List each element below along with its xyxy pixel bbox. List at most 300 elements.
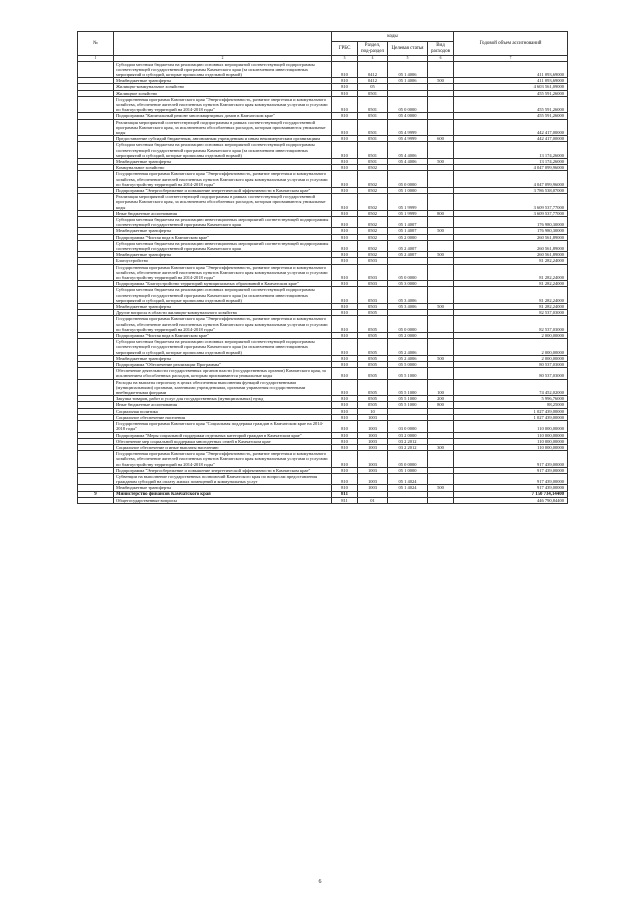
row-name: Межбюджетные трансферты	[114, 78, 332, 84]
row-amount: 82 537,03000	[454, 316, 568, 333]
row-grbs: 810	[332, 264, 358, 281]
table-row	[78, 451, 568, 468]
row-amount: 110 000,00000	[454, 438, 568, 444]
table-row	[78, 339, 568, 356]
row-name: Обеспечение мер социальной поддержки многодетных семей в Камчатском крае	[114, 438, 332, 444]
row-name: Подпрограмма "Энергосбережение и повышение энергетической эффективности в Камчатском крае"	[114, 467, 332, 473]
row-target-article: 05 1 9999	[388, 194, 428, 211]
row-target-article: 05 4 4006	[388, 142, 428, 159]
row-grbs: 810	[332, 234, 358, 240]
row-grbs: 810	[332, 78, 358, 84]
row-target-article: 05 4 0000	[388, 113, 428, 119]
row-expense-type	[428, 264, 454, 281]
row-target-article: 03 2 2012	[388, 438, 428, 444]
row-expense-type	[428, 287, 454, 304]
row-target-article: 05 0 0000	[388, 451, 428, 468]
row-razdel: 1003	[358, 438, 388, 444]
row-grbs: 810	[332, 402, 358, 408]
row-grbs: 810	[332, 210, 358, 216]
row-name: Социальная политика	[114, 408, 332, 414]
table-row	[78, 379, 568, 396]
row-expense-type	[428, 171, 454, 188]
table-row	[78, 171, 568, 188]
row-number	[78, 316, 114, 333]
row-amount: 917 439,00000	[454, 485, 568, 491]
row-amount: 2 000,00000	[454, 355, 568, 361]
row-target-article: 05 1 4006	[388, 78, 428, 84]
row-name: Подпрограмма "Энергосбережение и повышение энергетической эффективности в Камчатском крае"	[114, 187, 332, 193]
row-amount: 455 591,26000	[454, 96, 568, 113]
row-name: Субсидии местным бюджетам на реализацию основных мероприятий соответствующей подпрограммы соответствующей государственной программы Камчатского края (за исключением инвестиционных мероприятий и субсидий, которые прописаны отдельной нормой)	[114, 339, 332, 356]
row-expense-type	[428, 119, 454, 136]
row-name: Подпрограмма "Благоустройство территорий муниципальных образований в Камчатском крае"	[114, 281, 332, 287]
row-expense-type: 100	[428, 379, 454, 396]
row-amount: 455 591,26000	[454, 90, 568, 96]
row-grbs: 810	[332, 339, 358, 356]
row-name: Государственная программа Камчатского края "Энергоэффективность, развитие энергетики и коммунального хозяйства, обеспечение жителей населенных пунктов Камчатского края коммунальными услугами и услугами по благоустройству территорий на 2014-2018 годы"	[114, 96, 332, 113]
row-amount: 2 000,00000	[454, 333, 568, 339]
row-grbs: 810	[332, 187, 358, 193]
row-amount: 3 609 537,77000	[454, 194, 568, 211]
row-name: Расходы на выплаты персоналу в целях обеспечения выполнения функций государственными (муниципальными) органами, казенными учреждениями, органами управления государственными внебюджетными фондами	[114, 379, 332, 396]
row-number	[78, 119, 114, 136]
row-expense-type: 600	[428, 136, 454, 142]
table-row	[78, 316, 568, 333]
row-name: Субсидии местным бюджетам на реализацию инвестиционных мероприятий соответствующей подпрограммы соответствующей государственной программы Камчатского края	[114, 216, 332, 227]
row-target-article: 05 5 1000	[388, 396, 428, 402]
row-amount: 917 439,00000	[454, 467, 568, 473]
row-amount: 3 786 538,07000	[454, 187, 568, 193]
row-razdel: 0503	[358, 287, 388, 304]
row-amount: 81 282,24000	[454, 304, 568, 310]
row-expense-type	[428, 368, 454, 379]
row-razdel: 0502	[358, 165, 388, 171]
table-row	[78, 194, 568, 211]
row-razdel: 0501	[358, 96, 388, 113]
row-name: Межбюджетные трансферты	[114, 355, 332, 361]
row-razdel: 1003	[358, 485, 388, 491]
row-target-article: 05 0 0000	[388, 96, 428, 113]
table-row	[78, 473, 568, 484]
row-number	[78, 339, 114, 356]
row-grbs: 810	[332, 165, 358, 171]
header-vid: Вид расходов	[428, 42, 454, 56]
row-name: Коммунальное хозяйство	[114, 165, 332, 171]
column-number: 4	[358, 56, 388, 62]
row-razdel: 0502	[358, 228, 388, 234]
row-number	[78, 240, 114, 251]
row-amount: 4 047 099,96000	[454, 165, 568, 171]
row-amount: 82 537,03000	[454, 310, 568, 316]
row-grbs: 810	[332, 362, 358, 368]
row-target-article: 05 4 9999	[388, 119, 428, 136]
row-target-article: 05 1 4024	[388, 485, 428, 491]
row-grbs: 810	[332, 485, 358, 491]
row-amount: 260 561,89000	[454, 234, 568, 240]
row-amount: 2 000,00000	[454, 339, 568, 356]
table-header-row	[78, 32, 568, 42]
row-name: Государственная программа Камчатского края "Социальная поддержка граждан в Камчатском крае на 2014-2018 годы"	[114, 421, 332, 432]
column-number: 2	[114, 56, 332, 62]
header-codes-group: коды	[332, 32, 454, 42]
row-grbs: 810	[332, 158, 358, 164]
row-razdel: 0503	[358, 264, 388, 281]
row-number	[78, 142, 114, 159]
row-grbs: 810	[332, 240, 358, 251]
row-target-article: 03 2 2012	[388, 444, 428, 450]
row-razdel: 0502	[358, 252, 388, 258]
row-amount: 110 000,00000	[454, 444, 568, 450]
table-row	[78, 421, 568, 432]
row-amount: 260 561,89000	[454, 240, 568, 251]
row-target-article: 05 2 0000	[388, 333, 428, 339]
row-razdel: 0505	[358, 402, 388, 408]
row-number	[78, 421, 114, 432]
row-expense-type	[428, 451, 454, 468]
row-grbs: 810	[332, 432, 358, 438]
row-amount: 442 417,00000	[454, 119, 568, 136]
row-name: Жилищно-коммунальное хозяйство	[114, 84, 332, 90]
row-target-article: 05 2 4006	[388, 339, 428, 356]
row-amount: 1 027 439,00000	[454, 408, 568, 414]
row-amount: 13 174,26000	[454, 142, 568, 159]
row-amount: 176 980,30000	[454, 216, 568, 227]
row-expense-type: 200	[428, 396, 454, 402]
row-number	[78, 171, 114, 188]
row-name: Реализация мероприятий соответствующей подпрограммы в рамках соответствующей государственной программы Камчатского края, за исключением обособленных расходов, которым присваиваются уникальные коды	[114, 194, 332, 211]
row-grbs: 810	[332, 281, 358, 287]
row-expense-type	[428, 497, 454, 503]
table-row	[78, 61, 568, 78]
row-target-article: 05 1 4007	[388, 228, 428, 234]
row-razdel: 0501	[358, 113, 388, 119]
row-grbs: 810	[332, 228, 358, 234]
row-name: Межбюджетные трансферты	[114, 158, 332, 164]
row-expense-type: 500	[428, 158, 454, 164]
row-target-article: 05 1 9999	[388, 210, 428, 216]
table-row	[78, 240, 568, 251]
row-grbs: 810	[332, 258, 358, 264]
header-name	[114, 32, 332, 56]
row-razdel: 1003	[358, 473, 388, 484]
row-amount: 446 790,84400	[454, 497, 568, 503]
row-razdel: 0501	[358, 136, 388, 142]
row-grbs: 810	[332, 408, 358, 414]
budget-sheet	[77, 31, 567, 504]
row-razdel: 1003	[358, 467, 388, 473]
row-razdel: 05	[358, 84, 388, 90]
row-razdel: 1003	[358, 432, 388, 438]
row-expense-type	[428, 194, 454, 211]
row-name: Министерство финансов Камчатского края	[114, 491, 332, 497]
row-name: Реализация мероприятий соответствующей подпрограммы в рамках соответствующей государственной программы Камчатского края, за исключением обособленных расходов, которым присваиваются уникальные коды	[114, 119, 332, 136]
row-amount: 81 282,24000	[454, 287, 568, 304]
row-expense-type: 800	[428, 210, 454, 216]
row-amount: 110 000,00000	[454, 432, 568, 438]
row-amount: 176 980,30000	[454, 228, 568, 234]
row-target-article: 05 1 4007	[388, 216, 428, 227]
row-name: Межбюджетные трансферты	[114, 485, 332, 491]
row-amount: 917 439,00000	[454, 451, 568, 468]
header-amount: Годовой объем ассигнований	[454, 32, 568, 56]
row-target-article: 03 2 0000	[388, 432, 428, 438]
row-razdel: 0412	[358, 78, 388, 84]
row-number	[78, 264, 114, 281]
row-number	[78, 451, 114, 468]
row-amount: 5 996,76000	[454, 396, 568, 402]
row-number	[78, 287, 114, 304]
row-target-article	[388, 497, 428, 503]
row-expense-type: 500	[428, 485, 454, 491]
row-amount: 411 093,69000	[454, 78, 568, 84]
row-target-article: 05 2 4007	[388, 252, 428, 258]
row-target-article: 05 5 0000	[388, 362, 428, 368]
row-expense-type	[428, 142, 454, 159]
row-amount: 81 282,24000	[454, 281, 568, 287]
row-grbs: 810	[332, 287, 358, 304]
row-name: Межбюджетные трансферты	[114, 228, 332, 234]
row-target-article: 05 0 0000	[388, 316, 428, 333]
row-target-article: 05 1 4006	[388, 61, 428, 78]
row-razdel: 0501	[358, 142, 388, 159]
row-amount: 455 591,26000	[454, 113, 568, 119]
row-amount: 81 282,24000	[454, 264, 568, 281]
row-razdel: 0505	[358, 333, 388, 339]
row-grbs: 810	[332, 171, 358, 188]
row-target-article: 05 5 1000	[388, 379, 428, 396]
row-name: Субсидии местным бюджетам на реализацию основных мероприятий соответствующей подпрограммы соответствующей государственной программы Камчатского края (за исключением инвестиционных мероприятий и субсидий, которые прописаны отдельной нормой)	[114, 61, 332, 78]
row-amount: 4 603 561,09000	[454, 84, 568, 90]
row-razdel: 0502	[358, 240, 388, 251]
row-razdel: 0505	[358, 362, 388, 368]
row-razdel: 1003	[358, 421, 388, 432]
row-amount: 80 537,03000	[454, 368, 568, 379]
row-name: Государственная программа Камчатского края "Энергоэффективность, развитие энергетики и коммунального хозяйства, обеспечение жителей населенных пунктов Камчатского края коммунальными услугами и услугами по благоустройству территорий на 2014-2018 годы"	[114, 171, 332, 188]
row-name: Обеспечение деятельности государственных органов власти (государственных органов) Камчатского края, за исключением обособленных расходов, которым присваиваются уникальные коды	[114, 368, 332, 379]
row-number	[78, 96, 114, 113]
row-razdel: 0505	[358, 368, 388, 379]
row-razdel: 10	[358, 408, 388, 414]
row-name: Предоставление субсидий бюджетным, автономным учреждениям и иным некоммерческим организациям	[114, 136, 332, 142]
row-name: Межбюджетные трансферты	[114, 304, 332, 310]
row-name: Подпрограмма "Капитальный ремонт многоквартирных домов в Камчатском крае"	[114, 113, 332, 119]
row-grbs: 810	[332, 252, 358, 258]
row-target-article: 05 1 4024	[388, 473, 428, 484]
row-grbs: 810	[332, 61, 358, 78]
row-razdel: 01	[358, 497, 388, 503]
row-razdel: 0503	[358, 304, 388, 310]
row-name: Закупка товаров, работ и услуг для государственных (муниципальных) нужд	[114, 396, 332, 402]
row-number	[78, 216, 114, 227]
row-razdel: 0505	[358, 339, 388, 356]
row-razdel: 1003	[358, 414, 388, 420]
row-razdel: 0502	[358, 210, 388, 216]
row-target-article: 05 4 4006	[388, 158, 428, 164]
row-grbs: 810	[332, 444, 358, 450]
row-grbs: 810	[332, 438, 358, 444]
row-number	[78, 61, 114, 78]
table-row	[78, 368, 568, 379]
header-razdel: Раздел, под-раздел	[358, 42, 388, 56]
row-razdel: 0501	[358, 119, 388, 136]
row-expense-type	[428, 339, 454, 356]
row-expense-type: 500	[428, 228, 454, 234]
row-expense-type	[428, 473, 454, 484]
row-name: Субвенции на выполнение государственных полномочий Камчатского края по вопросам предоставления гражданам субсидий на оплату жилых помещений и коммунальных услуг	[114, 473, 332, 484]
table-row	[78, 497, 568, 503]
row-grbs: 810	[332, 421, 358, 432]
table-row	[78, 287, 568, 304]
row-expense-type	[428, 421, 454, 432]
table-row	[78, 264, 568, 281]
row-target-article: 05 1 0000	[388, 467, 428, 473]
row-grbs: 810	[332, 333, 358, 339]
row-grbs: 811	[332, 491, 358, 497]
row-amount: 110 000,00000	[454, 421, 568, 432]
page-number: 6	[318, 879, 322, 885]
row-razdel: 0503	[358, 281, 388, 287]
row-target-article: 05 4 9999	[388, 136, 428, 142]
row-expense-type	[428, 216, 454, 227]
row-expense-type: 500	[428, 355, 454, 361]
row-grbs: 810	[332, 216, 358, 227]
row-grbs: 810	[332, 473, 358, 484]
row-grbs: 810	[332, 90, 358, 96]
row-amount: 917 439,00000	[454, 473, 568, 484]
row-grbs: 810	[332, 304, 358, 310]
row-expense-type	[428, 96, 454, 113]
row-name: Субсидии местным бюджетам на реализацию инвестиционных мероприятий соответствующей подпрограммы соответствующей государственной программы Камчатского края	[114, 240, 332, 251]
row-amount: 3 609 537,77000	[454, 210, 568, 216]
row-grbs: 810	[332, 451, 358, 468]
row-target-article: 05 0 0000	[388, 171, 428, 188]
row-expense-type	[428, 61, 454, 78]
row-razdel: 0502	[358, 187, 388, 193]
row-amount: 80 537,03000	[454, 362, 568, 368]
row-name: Государственная программа Камчатского края "Энергоэффективность, развитие энергетики и коммунального хозяйства, обеспечение жителей населенных пунктов Камчатского края коммунальными услугами и услугами по благоустройству территорий на 2014-2018 годы"	[114, 451, 332, 468]
table-row	[78, 96, 568, 113]
row-razdel: 0503	[358, 258, 388, 264]
row-grbs: 810	[332, 379, 358, 396]
row-grbs: 810	[332, 113, 358, 119]
row-name: Благоустройство	[114, 258, 332, 264]
row-grbs: 810	[332, 84, 358, 90]
table-body	[78, 61, 568, 503]
row-razdel: 0502	[358, 171, 388, 188]
row-razdel: 0505	[358, 379, 388, 396]
row-grbs: 810	[332, 119, 358, 136]
row-razdel: 0505	[358, 310, 388, 316]
row-target-article: 05 5 1000	[388, 368, 428, 379]
row-name: Подпрограмма "Обеспечение реализации Программы"	[114, 362, 332, 368]
row-expense-type	[428, 240, 454, 251]
row-razdel: 0502	[358, 194, 388, 211]
row-expense-type: 300	[428, 444, 454, 450]
row-name: Иные бюджетные ассигнования	[114, 210, 332, 216]
row-name: Жилищное хозяйство	[114, 90, 332, 96]
row-razdel: 0502	[358, 234, 388, 240]
row-amount: 74 452,02000	[454, 379, 568, 396]
row-amount: 7 150 734,14400	[454, 491, 568, 497]
row-target-article: 05 3 0000	[388, 281, 428, 287]
table-row	[78, 119, 568, 136]
row-name: Субсидии местным бюджетам на реализацию основных мероприятий соответствующей подпрограммы соответствующей государственной программы Камчатского края (за исключением инвестиционных мероприятий и субсидий, которые прописаны отдельной нормой)	[114, 142, 332, 159]
budget-table	[77, 31, 568, 504]
row-grbs: 810	[332, 355, 358, 361]
row-grbs: 810	[332, 136, 358, 142]
row-name: Государственная программа Камчатского края "Энергоэффективность, развитие энергетики и коммунального хозяйства, обеспечение жителей населенных пунктов Камчатского края коммунальными услугами и услугами по благоустройству территорий на 2014-2018 годы"	[114, 316, 332, 333]
row-name: Подпрограмма "Чистая вода в Камчатском крае"	[114, 333, 332, 339]
row-name: Государственная программа Камчатского края "Энергоэффективность, развитие энергетики и коммунального хозяйства, обеспечение жителей населенных пунктов Камчатского края коммунальными услугами и услугами по благоустройству территорий на 2014-2018 годы"	[114, 264, 332, 281]
row-amount: 411 093,69000	[454, 61, 568, 78]
row-razdel: 0501	[358, 90, 388, 96]
row-number: 9	[78, 491, 114, 497]
row-expense-type	[428, 316, 454, 333]
row-razdel: 0505	[358, 396, 388, 402]
row-name: Межбюджетные трансферты	[114, 252, 332, 258]
row-razdel: 1003	[358, 451, 388, 468]
row-grbs: 810	[332, 396, 358, 402]
row-amount: 260 561,89000	[454, 252, 568, 258]
row-number	[78, 368, 114, 379]
row-target-article: 03 0 0000	[388, 421, 428, 432]
row-amount: 442 417,00000	[454, 136, 568, 142]
row-number	[78, 473, 114, 484]
row-name: Социальное обеспечение и иные выплаты населению	[114, 444, 332, 450]
header-grbs: ГРБС	[332, 42, 358, 56]
row-grbs: 810	[332, 467, 358, 473]
column-number: 3	[332, 56, 358, 62]
row-amount: 88,25000	[454, 402, 568, 408]
row-razdel: 0412	[358, 61, 388, 78]
table-row	[78, 142, 568, 159]
row-target-article: 05 2 0000	[388, 234, 428, 240]
row-target-article: 05 2 4007	[388, 240, 428, 251]
row-grbs: 810	[332, 142, 358, 159]
row-expense-type: 500	[428, 252, 454, 258]
row-expense-type: 800	[428, 402, 454, 408]
row-razdel: 0505	[358, 355, 388, 361]
row-expense-type: 500	[428, 78, 454, 84]
row-grbs: 810	[332, 414, 358, 420]
row-target-article: 05 1 0000	[388, 187, 428, 193]
row-name: Подпрограмма "Меры социальной поддержки отдельных категорий граждан в Камчатском крае"	[114, 432, 332, 438]
row-razdel: 0501	[358, 158, 388, 164]
row-target-article: 05 3 4006	[388, 287, 428, 304]
row-grbs: 810	[332, 310, 358, 316]
row-target-article: 05 5 1000	[388, 402, 428, 408]
row-amount: 1 027 439,00000	[454, 414, 568, 420]
column-number: 6	[428, 56, 454, 62]
table-row	[78, 216, 568, 227]
row-grbs: 811	[332, 497, 358, 503]
row-target-article: 05 3 4006	[388, 304, 428, 310]
row-expense-type: 500	[428, 304, 454, 310]
row-razdel: 1003	[358, 444, 388, 450]
row-name: Социальное обеспечение населения	[114, 414, 332, 420]
row-amount: 4 047 099,96000	[454, 171, 568, 188]
row-amount: 81 282,24000	[454, 258, 568, 264]
row-razdel: 0505	[358, 316, 388, 333]
row-name: Подпрограмма "Чистая вода в Камчатском крае"	[114, 234, 332, 240]
column-number: 5	[388, 56, 428, 62]
row-number	[78, 379, 114, 396]
row-name: Иные бюджетные ассигнования	[114, 402, 332, 408]
row-razdel: 0502	[358, 216, 388, 227]
row-grbs: 810	[332, 316, 358, 333]
row-name: Субсидии местным бюджетам на реализацию основных мероприятий соответствующей подпрограммы соответствующей государственной программы Камчатского края (за исключением инвестиционных мероприятий и субсидий, которые прописаны отдельной нормой)	[114, 287, 332, 304]
header-tsel: Целевая статья	[388, 42, 428, 56]
